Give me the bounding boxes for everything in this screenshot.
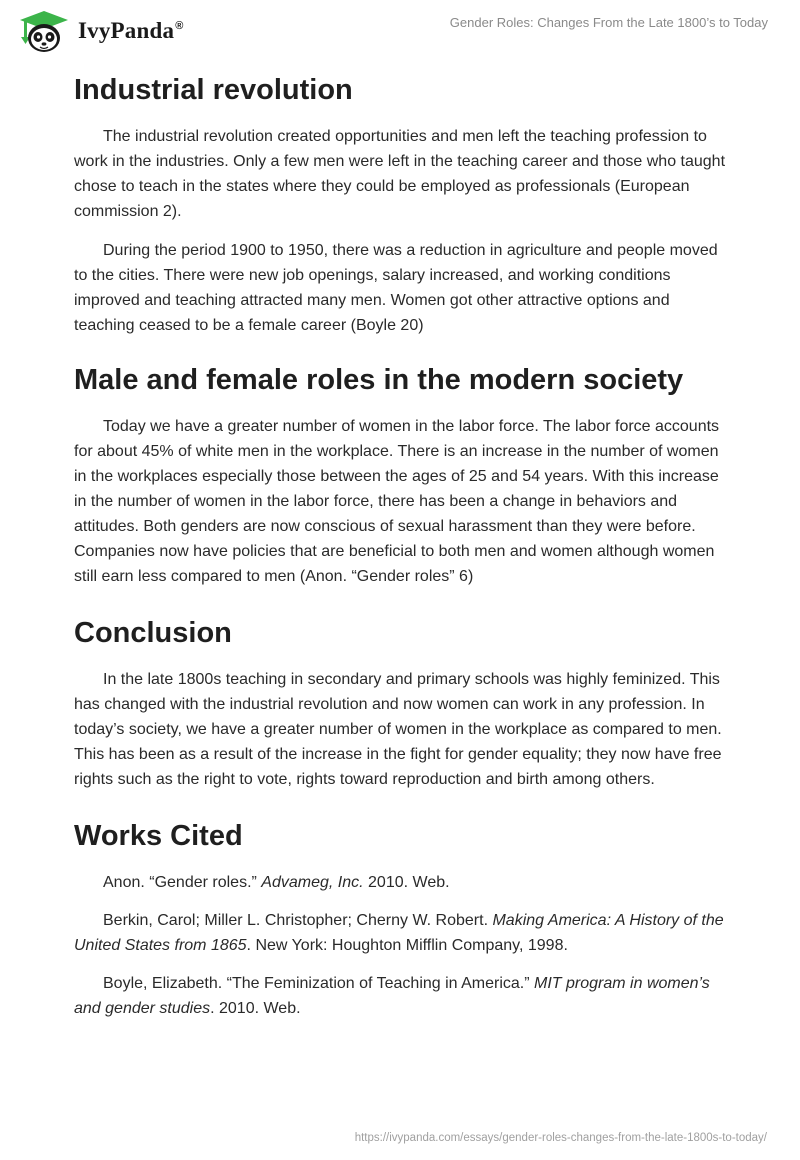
section-heading: Industrial revolution bbox=[74, 74, 353, 106]
citation-title: MIT program in women’s and gender studies bbox=[74, 975, 710, 1017]
section-heading: Works Cited bbox=[74, 820, 243, 852]
brand-text: IvyPanda bbox=[78, 18, 175, 43]
section-heading: Conclusion bbox=[74, 617, 232, 649]
citation-entry bbox=[74, 870, 726, 895]
paragraph: During the period 1900 to 1950, there was a reduction in agriculture and people moved to the cities. There were new job openings, salary increased, and working conditions improved and teaching attracted many men. Women got other attractive options and teaching ceased to be a female career (Boyle 20) bbox=[74, 242, 718, 334]
page-header bbox=[0, 0, 800, 64]
section-male-female-roles bbox=[74, 360, 726, 589]
citation-text: Boyle, Elizabeth. “The Feminization of Teaching in America.” bbox=[103, 975, 535, 992]
citation-entry bbox=[74, 908, 726, 958]
section-conclusion bbox=[74, 613, 726, 792]
citation-text: . 2010. Web. bbox=[210, 1000, 301, 1017]
citation-text: Anon. “Gender roles.” bbox=[103, 874, 262, 891]
brand-name bbox=[78, 18, 184, 44]
citation-title: Making America: A History of the United States from 1865 bbox=[74, 912, 724, 954]
registered-mark: ® bbox=[175, 20, 184, 33]
section-works-cited bbox=[74, 816, 726, 1021]
paragraph: In the late 1800s teaching in secondary and primary schools was highly feminized. This has changed with the industrial revolution and now women can work in any profession. In today’s society, we have a greater number of women in the workplace as compared to men. This has been as a result of the increase in the fight for gender equality; they now have free rights such as the right to vote, rights toward reproduction and birth among others. bbox=[74, 671, 722, 788]
section-industrial-revolution bbox=[74, 70, 726, 338]
paragraph: The industrial revolution created opportunities and men left the teaching profession to work in the industries. Only a few men were left in the teaching career and those who taught chose to teach in the states where they could be employed as professionals (European commission 2). bbox=[74, 128, 726, 220]
citation-title: Advameg, Inc. bbox=[261, 874, 364, 891]
section-heading: Male and female roles in the modern society bbox=[74, 364, 684, 396]
paragraph: Today we have a greater number of women in the labor force. The labor force accounts for about 45% of white men in the workplace. There is an increase in the number of women in the workplaces especially those between the ages of 25 and 54 years. With this increase in the number of women in the labor force, there has been a change in behaviors and attitudes. Both genders are now conscious of sexual harassment than they were before. Companies now have policies that are beneficial to both men and women although women still earn less compared to men (Anon. “Gender roles” 6) bbox=[74, 418, 720, 585]
running-title: Gender Roles: Changes From the Late 1800’s to Today bbox=[449, 15, 768, 30]
ivypanda-logo[interactable] bbox=[14, 8, 184, 54]
panda-logo-icon bbox=[14, 8, 72, 54]
source-url-link[interactable]: https://ivypanda.com/essays/gender-roles-changes-from-the-late-1800s-to-today/ bbox=[354, 1132, 767, 1144]
citation-text: . New York: Houghton Mifflin Company, 1998. bbox=[246, 937, 568, 954]
citation-entry bbox=[74, 971, 726, 1021]
essay-content bbox=[74, 70, 726, 1034]
citation-text: Berkin, Carol; Miller L. Christopher; Cherny W. Robert. bbox=[103, 912, 493, 929]
citation-text: 2010. Web. bbox=[363, 874, 450, 891]
